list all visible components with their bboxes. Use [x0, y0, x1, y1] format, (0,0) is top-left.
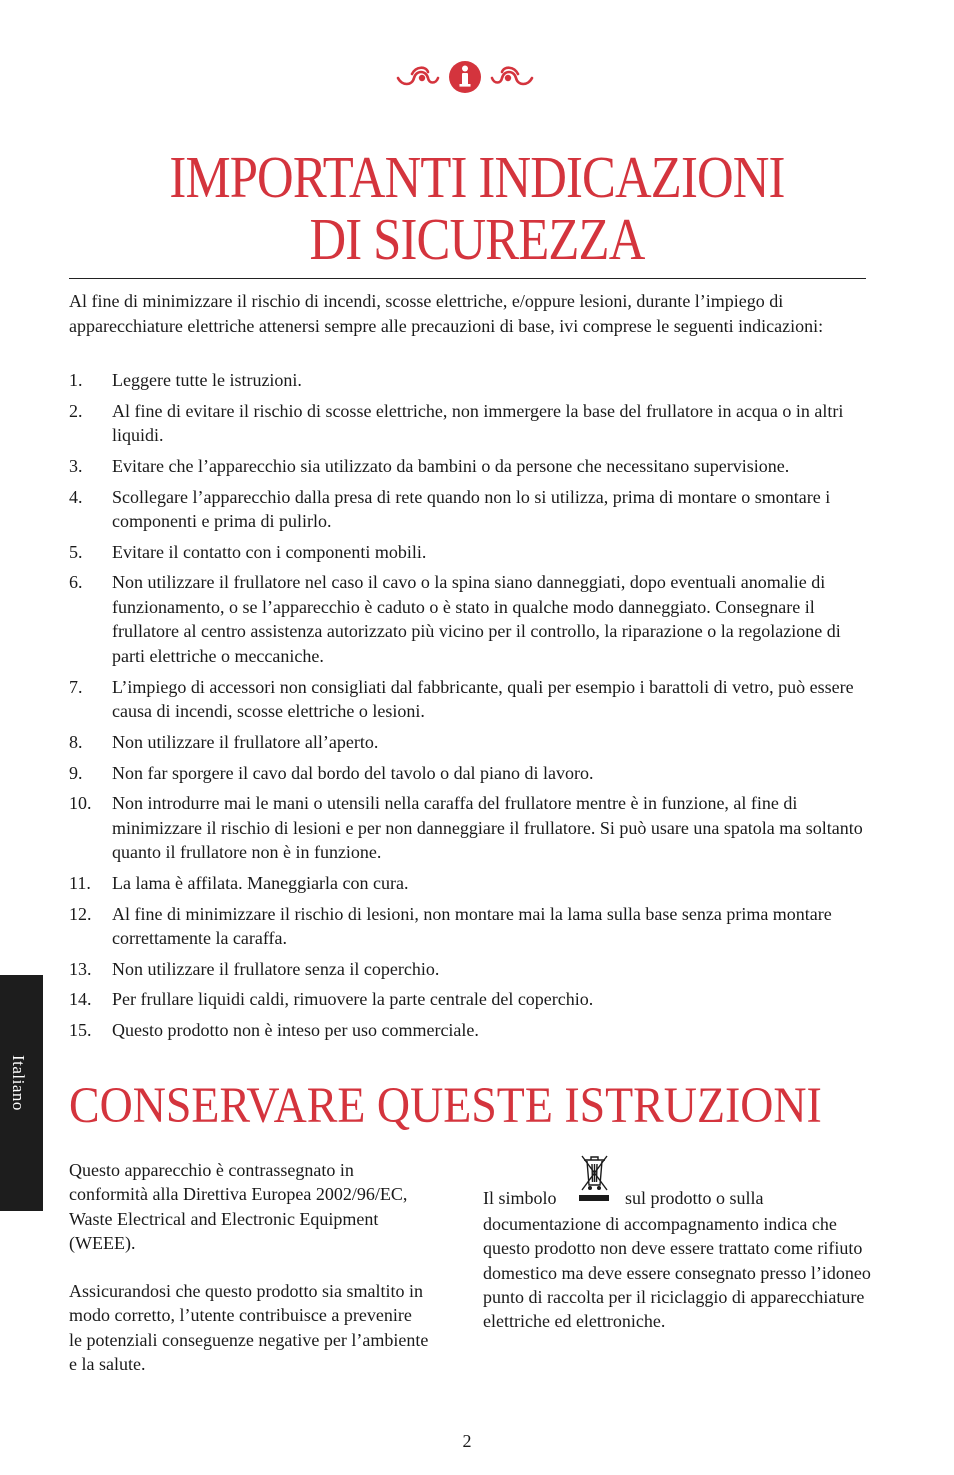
item-text: Non utilizzare il frullatore senza il coperchio. — [112, 958, 440, 979]
item-number: 14. — [69, 989, 92, 1010]
list-item — [69, 1018, 869, 1043]
title-line-1: IMPORTANTI INDICAZIONI — [169, 144, 785, 210]
item-number: 11. — [69, 872, 91, 893]
weee-left-column — [69, 1158, 429, 1400]
info-ornament-icon — [392, 56, 538, 96]
list-item — [69, 957, 869, 982]
weee-right-column — [483, 1152, 873, 1333]
item-text: Non far sporgere il cavo dal bordo del tavolo o dal piano di lavoro. — [112, 762, 594, 783]
list-item — [69, 902, 869, 951]
list-item — [69, 791, 869, 865]
list-item — [69, 570, 869, 668]
section-subtitle: CONSERVARE QUESTE ISTRUZIONI — [69, 1078, 822, 1134]
weee-paragraph-2: Assicurandosi che questo prodotto sia smaltito in modo corretto, l’utente contribuisce a prevenire le potenziali conseguenze negative per l’ambiente e la salute. — [69, 1281, 429, 1375]
weee-symbol-line — [483, 1152, 873, 1212]
page-title — [67, 146, 887, 270]
item-number: 2. — [69, 400, 83, 421]
list-item — [69, 730, 869, 755]
language-tab — [0, 975, 43, 1211]
item-text: La lama è affilata. Maneggiarla con cura. — [112, 872, 409, 893]
item-number: 3. — [69, 455, 83, 476]
item-number: 7. — [69, 676, 83, 697]
list-item — [69, 368, 869, 393]
item-text: Leggere tutte le istruzioni. — [112, 370, 302, 390]
item-text: Evitare il contatto con i componenti mobili. — [112, 541, 427, 562]
item-number: 13. — [69, 958, 92, 979]
list-item — [69, 485, 869, 534]
title-divider — [69, 278, 866, 279]
page-number: 2 — [462, 1431, 472, 1451]
item-number: 12. — [69, 903, 92, 924]
item-text: L’impiego di accessori non consigliati dal fabbricante, quali per esempio i barattoli di vetro, può essere causa di incendi, scosse elettriche o lesioni. — [112, 676, 854, 722]
item-number: 4. — [69, 486, 83, 507]
item-number: 5. — [69, 541, 83, 562]
item-text: Questo prodotto non è inteso per uso commerciale. — [112, 1020, 479, 1041]
list-item — [69, 675, 869, 724]
weee-bin-icon — [578, 1152, 610, 1202]
list-item — [69, 399, 869, 448]
list-item — [69, 454, 869, 479]
item-number: 6. — [69, 572, 83, 593]
item-text: Evitare che l’apparecchio sia utilizzato da bambini o da persone che necessitano supervisione. — [112, 455, 790, 476]
list-item — [69, 871, 869, 896]
item-number: 10. — [69, 793, 92, 814]
item-text: Scollegare l’apparecchio dalla presa di rete quando non lo si utilizza, prima di montare o smontare i componenti e prima di pulirlo. — [112, 486, 831, 532]
item-text: Al fine di minimizzare il rischio di lesioni, non montare mai la lama sulla base senza prima montare correttamente la caraffa. — [112, 903, 832, 949]
weee-paragraph-1: Questo apparecchio è contrassegnato in conformità alla Direttiva Europea 2002/96/EC, Waste Electrical and Electronic Equipment (WEEE). — [69, 1160, 408, 1253]
item-text: Al fine di evitare il rischio di scosse elettriche, non immergere la base del frullatore in acqua o in altri liquidi. — [112, 400, 844, 446]
list-item — [69, 761, 869, 786]
title-line-2: DI SICUREZZA — [309, 206, 645, 272]
item-text: Non utilizzare il frullatore nel caso il cavo o la spina siano danneggiati, dopo eventuali anomalie di funzionamento, o se l’apparecchio è caduto o è stato in qualche modo danneggiato. Consegnare il frullatore al centro assistenza autorizzato più vicino per il controllo, la riparazione o la regolazione di parti elettriche o meccaniche. — [112, 572, 841, 666]
weee-text-pre: Il simbolo — [483, 1188, 557, 1208]
weee-text-post: sul prodotto o sulla — [625, 1188, 764, 1208]
safety-list — [69, 368, 869, 1049]
item-number: 8. — [69, 731, 83, 752]
intro-paragraph: Al fine di minimizzare il rischio di incendi, scosse elettriche, e/oppure lesioni, durante l’impiego di apparecchiature elettriche attenersi sempre alle precauzioni di base, ivi comprese le seguenti indicazioni: — [69, 291, 824, 336]
language-tab-label: Italiano — [9, 1055, 28, 1111]
item-text: Non introdurre mai le mani o utensili nella caraffa del frullatore mentre è in funzione, al fine di minimizzare il rischio di lesioni e per non danneggiare il frullatore. Si può usare una spatola ma soltanto quanto il frullatore non è in funzione. — [112, 793, 863, 863]
item-text: Per frullare liquidi caldi, rimuovere la parte centrale del coperchio. — [112, 989, 594, 1010]
item-text: Non utilizzare il frullatore all’aperto. — [112, 731, 379, 752]
item-number: 15. — [69, 1020, 92, 1041]
item-number: 1. — [69, 370, 83, 390]
list-item — [69, 540, 869, 565]
weee-text-rest: documentazione di accompagnamento indica che questo prodotto non deve essere trattato come rifiuto domestico ma deve essere consegnato presso l’idoneo punto di raccolta per il riciclaggio di apparecchiature elettriche ed elettroniche. — [483, 1214, 871, 1332]
list-item — [69, 987, 869, 1012]
item-number: 9. — [69, 762, 83, 783]
